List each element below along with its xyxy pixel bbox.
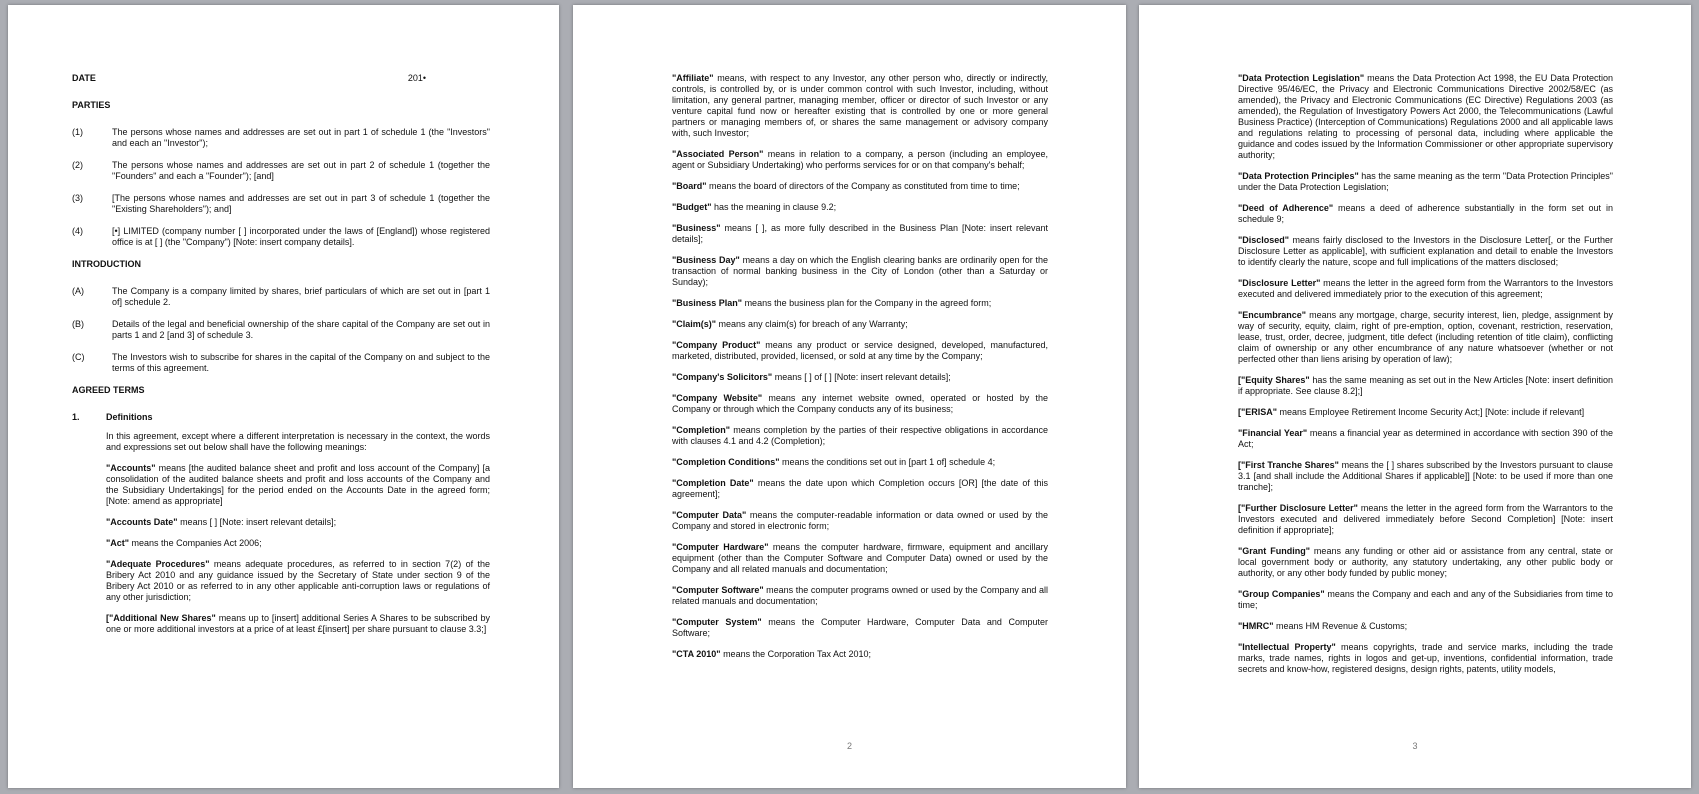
definition-text: means copyrights, trade and service marks, including the trade marks, trade names, rights in logos and get-up, inventions, confidential information, trade secrets and know-how, registered designs, design rights, patents, utility models, (1238, 642, 1614, 674)
definition-paragraph (106, 613, 490, 635)
definitions-list (672, 73, 1048, 660)
definition-paragraph (672, 202, 1048, 213)
defined-term: "Grant Funding" (1238, 546, 1310, 556)
defined-term: "Computer Hardware" (672, 542, 769, 552)
definition-text: means HM Revenue & Customs; (1273, 621, 1408, 631)
party-number: (1) (72, 127, 83, 137)
definition-text: means the [ ] shares subscribed by the Investors pursuant to clause 3.1 [and shall include the Additional Shares if applicable]] [Note: to be used if more than one tranche]; (1238, 460, 1613, 492)
definition-paragraph (106, 538, 490, 549)
definition-text: means the board of directors of the Company as constituted from time to time; (706, 181, 1020, 191)
defined-term: "Completion" (672, 425, 731, 435)
recital-text: The Investors wish to subscribe for shares in the capital of the Company on and subject to the terms of this agreement. (112, 352, 490, 373)
party-item (72, 226, 490, 248)
recital-item (72, 352, 490, 374)
page-3-content (1238, 73, 1613, 685)
defined-term: ["Further Disclosure Letter" (1238, 503, 1358, 513)
definition-paragraph (672, 478, 1048, 500)
definition-paragraph (1238, 310, 1613, 365)
definition-paragraph (1238, 171, 1613, 193)
definition-text: has the same meaning as the term "Data Protection Principles" under the Data Protection Legislation; (1238, 171, 1613, 192)
definition-text: means the business plan for the Company in the agreed form; (742, 298, 992, 308)
party-number: (2) (72, 160, 83, 170)
defined-term: "Deed of Adherence" (1238, 203, 1334, 213)
defined-term: "Computer System" (672, 617, 762, 627)
defined-term: "Business" (672, 223, 721, 233)
definition-paragraph (672, 457, 1048, 468)
definitions-list (106, 463, 490, 635)
recital-item (72, 319, 490, 341)
defined-term: "Encumbrance" (1238, 310, 1307, 320)
definition-text: has the same meaning as set out in the New Articles [Note: insert definition if appropriate. See clause 8.2];] (1238, 375, 1613, 396)
party-number: (4) (72, 226, 83, 236)
definition-paragraph (1238, 589, 1613, 611)
party-text: [The persons whose names and addresses are set out in part 3 of schedule 1 (together the "Existing Shareholders"); and] (112, 193, 490, 214)
introduction-list (72, 286, 490, 374)
definition-paragraph (672, 340, 1048, 362)
parties-list (72, 127, 490, 248)
defined-term: "Company Product" (672, 340, 761, 350)
document-page-2 (573, 5, 1126, 788)
date-value: 201• (407, 73, 427, 83)
definition-text: means Employee Retirement Income Security Act;] [Note: include if relevant] (1277, 407, 1585, 417)
definition-paragraph (672, 223, 1048, 245)
definition-text: means a day on which the English clearing banks are ordinarily open for the transaction of normal banking business in the City of London (other than a Saturday or Sunday); (672, 255, 1048, 287)
definition-paragraph (1238, 503, 1613, 536)
defined-term: "Board" (672, 181, 707, 191)
defined-term: ["First Tranche Shares" (1238, 460, 1339, 470)
definition-paragraph (1238, 642, 1613, 675)
definition-text: means any internet website owned, operated or hosted by the Company or through which the Company conducts any of its business; (672, 393, 1048, 414)
definition-text: means [the audited balance sheet and profit and loss account of the Company] [a consolidation of the audited balance sheets and profit and loss accounts of the Company and the Subsidiary Undertakings] for the period ended on the Accounts Date in the agreed form; [Note: amend as appropriate] (106, 463, 490, 506)
definition-text: means the conditions set out in [part 1 of] schedule 4; (779, 457, 996, 467)
definition-paragraph (672, 585, 1048, 607)
recital-number: (C) (72, 352, 85, 362)
definition-paragraph (672, 425, 1048, 447)
definition-paragraph (672, 649, 1048, 660)
definition-paragraph (1238, 407, 1613, 418)
definition-paragraph (106, 559, 490, 603)
definition-text: has the meaning in clause 9.2; (711, 202, 837, 212)
document-page-3 (1139, 5, 1691, 788)
defined-term: ["Equity Shares" (1238, 375, 1310, 385)
definition-text: means any funding or other aid or assistance from any central, state or local government body or authority, any statutory undertaking, any other public body or authority, or any other body funded by public money; (1238, 546, 1613, 578)
party-text: The persons whose names and addresses are set out in part 1 of schedule 1 (the "Investors" and each an "Investor"); (112, 127, 490, 148)
definition-text: means the computer-readable information or data owned or used by the Company and stored in electronic form; (672, 510, 1048, 531)
defined-term: "Computer Data" (672, 510, 747, 520)
recital-text: Details of the legal and beneficial ownership of the share capital of the Company are set out in parts 1 and 2 [and 3] of schedule 3. (112, 319, 490, 340)
definition-paragraph (106, 463, 490, 507)
definition-text: means fairly disclosed to the Investors in the Disclosure Letter[, or the Further Disclosure Letter as applicable], with sufficient explanation and detail to enable the Investors to identify clearly the nature, scope and full implications of the matters disclosed; (1238, 235, 1613, 267)
clause-title: Definitions (106, 412, 153, 422)
defined-term: "Adequate Procedures" (106, 559, 210, 569)
defined-term: "Group Companies" (1238, 589, 1325, 599)
recital-number: (A) (72, 286, 84, 296)
clause-heading (72, 412, 490, 423)
definition-text: means the Companies Act 2006; (129, 538, 262, 548)
definition-paragraph (1238, 235, 1613, 268)
definition-text: means the letter in the agreed form from the Warrantors to the Investors executed and delivered immediately before Second Completion] [Note: insert definition if appropriate]; (1238, 503, 1613, 535)
page-1-content (72, 73, 490, 645)
party-item (72, 160, 490, 182)
introduction-heading: INTRODUCTION (72, 259, 141, 269)
definition-text: means any mortgage, charge, security interest, lien, pledge, assignment by way of security, equity, claim, right of pre-emption, option, covenant, restriction, reservation, lease, trust, order, decree, judgment, title defect (including retention of title claim), conflicting claim of ownership or any other encumbrance of any nature whatsoever (whether or not perfected other than liens arising by operation of law); (1238, 310, 1613, 364)
definition-paragraph (672, 319, 1048, 330)
definition-text: means, with respect to any Investor, any other person who, directly or indirectly, controls, is controlled by, or is under common control with such Investor, including, without limitation, any general partner, managing member, officer or director of such Investor or any venture capital fund now or hereafter existing that is controlled by one or more general partners or managing members of, or shares the same management or advisory company with, such Investor; (672, 73, 1048, 138)
date-row (72, 73, 490, 84)
definition-text: means a deed of adherence substantially in the form set out in schedule 9; (1238, 203, 1613, 224)
definition-text: means [ ], as more fully described in the Business Plan [Note: insert relevant details]; (672, 223, 1048, 244)
definition-paragraph (1238, 428, 1613, 450)
definition-paragraph (106, 517, 490, 528)
date-label: DATE (72, 73, 96, 83)
clause-number: 1. (72, 412, 80, 422)
defined-term: "Computer Software" (672, 585, 764, 595)
defined-term: "Company Website" (672, 393, 763, 403)
defined-term: "Act" (106, 538, 130, 548)
clause-intro: In this agreement, except where a different interpretation is necessary in the context, the words and expressions set out below shall have the following meanings: (106, 431, 490, 452)
page-number: 2 (846, 741, 852, 751)
defined-term: "Claim(s)" (672, 319, 717, 329)
recital-item (72, 286, 490, 308)
defined-term: "Budget" (672, 202, 712, 212)
definition-text: means in relation to a company, a person (including an employee, agent or Subsidiary Undertaking) who performs services for or on that company's behalf; (672, 149, 1048, 170)
definition-paragraph (672, 617, 1048, 639)
definition-paragraph (672, 149, 1048, 171)
agreed-terms-heading: AGREED TERMS (72, 385, 145, 395)
definition-text: means [ ] of [ ] [Note: insert relevant details]; (772, 372, 951, 382)
definition-text: means the computer hardware, firmware, equipment and ancillary equipment (other than the Computer Software and Computer Data) owned or used by the Company and all related manuals and documentation; (672, 542, 1048, 574)
definition-text: means a financial year as determined in accordance with section 390 of the Act; (1238, 428, 1613, 449)
defined-term: "Intellectual Property" (1238, 642, 1336, 652)
definition-text: means any product or service designed, developed, manufactured, marketed, distributed, provided, licensed, or sold at any time by the Company; (672, 340, 1048, 361)
definition-text: means the Computer Hardware, Computer Data and Computer Software; (672, 617, 1048, 638)
document-page-1 (8, 5, 559, 788)
definition-text: means the Data Protection Act 1998, the EU Data Protection Directive 95/46/EC, the Privacy and Electronic Communications Directive 2002/58/EC (as amended), the Privacy and Electronic Communications (EC Directive) Regulations 2003 (as amended), the Regulation of Investigatory Powers Act 2000, the Telecommunications (Lawful Business Practice) (Interception of Communications) Regulations 2000 and all applicable laws and regulations relating to processing of personal data, including where applicable the guidance and codes issued by the Information Commissioner or other appropriate supervisory authority; (1238, 73, 1613, 160)
definition-paragraph (1238, 203, 1613, 225)
defined-term: "Affiliate" (672, 73, 714, 83)
definition-text: means [ ] [Note: insert relevant details]; (177, 517, 337, 527)
definitions-list (1238, 73, 1613, 675)
definition-text: means the computer programs owned or used by the Company and all related manuals and documentation; (672, 585, 1048, 606)
party-item (72, 193, 490, 215)
definition-paragraph (1238, 278, 1613, 300)
defined-term: "Business Day" (672, 255, 740, 265)
defined-term: "HMRC" (1238, 621, 1274, 631)
definition-text: means completion by the parties of their respective obligations in accordance with clauses 4.1 and 4.2 (Completion); (672, 425, 1048, 446)
definition-paragraph (1238, 460, 1613, 493)
definition-paragraph (1238, 621, 1613, 632)
definition-text: means adequate procedures, as referred to in section 7(2) of the Bribery Act 2010 and any guidance issued by the Secretary of State under section 9 of the Bribery Act 2010 or as referred to in any other applicable anti-corruption laws or regulations of any other jurisdiction; (106, 559, 491, 602)
recital-number: (B) (72, 319, 84, 329)
defined-term: "Business Plan" (672, 298, 743, 308)
parties-heading: PARTIES (72, 100, 111, 110)
page-number: 3 (1412, 741, 1418, 751)
defined-term: ["ERISA" (1238, 407, 1278, 417)
defined-term: "Company's Solicitors" (672, 372, 773, 382)
party-item (72, 127, 490, 149)
party-number: (3) (72, 193, 83, 203)
defined-term: "Data Protection Legislation" (1238, 73, 1365, 83)
definition-text: means any claim(s) for breach of any Warranty; (716, 319, 908, 329)
defined-term: ["Additional New Shares" (106, 613, 216, 623)
definition-text: means the date upon which Completion occurs [OR] [the date of this agreement]; (672, 478, 1048, 499)
definition-text: means the letter in the agreed form from the Warrantors to the Investors executed and delivered immediately prior to the execution of this agreement; (1238, 278, 1613, 299)
defined-term: "Accounts Date" (106, 517, 178, 527)
defined-term: "Disclosed" (1238, 235, 1290, 245)
definition-paragraph (672, 255, 1048, 288)
definition-paragraph (672, 73, 1048, 139)
definition-text: means the Corporation Tax Act 2010; (720, 649, 871, 659)
recital-text: The Company is a company limited by shares, brief particulars of which are set out in [part 1 of] schedule 2. (112, 286, 490, 307)
definition-paragraph (672, 510, 1048, 532)
definition-paragraph (1238, 73, 1613, 161)
defined-term: "Disclosure Letter" (1238, 278, 1321, 288)
defined-term: "CTA 2010" (672, 649, 721, 659)
definition-paragraph (672, 372, 1048, 383)
definition-paragraph (1238, 375, 1613, 397)
defined-term: "Completion Conditions" (672, 457, 780, 467)
defined-term: "Associated Person" (672, 149, 764, 159)
defined-term: "Data Protection Principles" (1238, 171, 1359, 181)
page-2-content (672, 73, 1048, 670)
definition-text: means up to [insert] additional Series A Shares to be subscribed by one or more additional investors at a price of at least £[insert] per share pursuant to clause 3.3;] (106, 613, 490, 634)
definition-paragraph (672, 181, 1048, 192)
definition-paragraph (672, 393, 1048, 415)
defined-term: "Completion Date" (672, 478, 754, 488)
definition-text: means the Company and each and any of the Subsidiaries from time to time; (1238, 589, 1613, 610)
party-text: [•] LIMITED (company number [ ] incorporated under the laws of [England]) whose registered office is at [ ] (the "Company") [Note: insert company details]. (112, 226, 490, 247)
party-text: The persons whose names and addresses are set out in part 2 of schedule 1 (together the "Founders" and each a "Founder"); [and] (112, 160, 490, 181)
definition-paragraph (672, 298, 1048, 309)
defined-term: "Accounts" (106, 463, 156, 473)
definition-paragraph (672, 542, 1048, 575)
defined-term: "Financial Year" (1238, 428, 1308, 438)
definition-paragraph (1238, 546, 1613, 579)
